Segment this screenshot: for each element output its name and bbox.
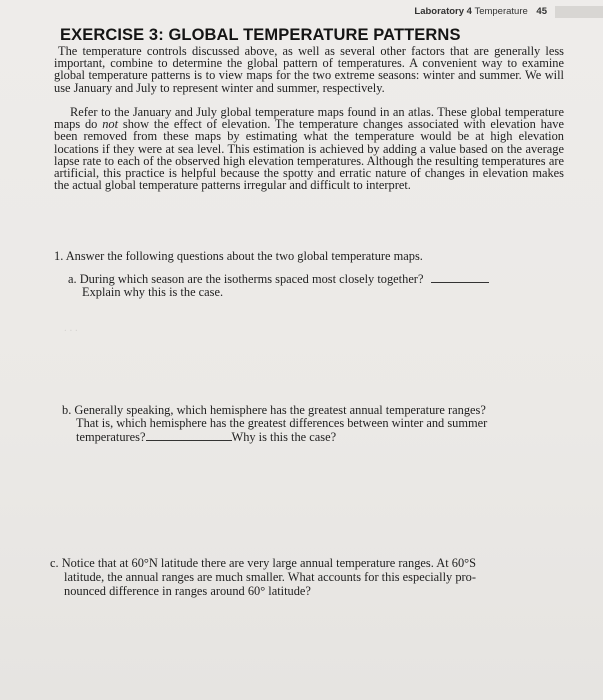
paragraph-2-a: Refer to the January and July global temperature maps found in an atlas. These global temperature maps do (54, 105, 564, 132)
question-1b-line3 (62, 430, 574, 444)
question-1a-line1: a. During which season are the isotherms spaced most closely together? (68, 272, 424, 286)
question-1b-line3a: temperatures? (76, 430, 146, 444)
question-1c (50, 556, 578, 598)
header-lab: Laboratory 4 (414, 6, 472, 17)
header-topic: Temperature (474, 6, 528, 17)
question-1b-line3b: Why is this the case? (231, 430, 337, 444)
question-1b (62, 404, 574, 444)
paragraph-2-b: show the effect of elevation. The temperature changes associated with elevation have been removed from these maps by estimating what the temperature would be at high elevation locations if they were at sea level. This estimation is achieved by adding a value based on the average lapse rate to each of the observed high elevation temperatures. Although the resulting temperatures are artificial, this practice is helpful because the spotty and erratic nature of changes in elevation makes the actual global temperature patterns irregular and difficult to interpret. (54, 117, 564, 193)
exercise-title: EXERCISE 3: GLOBAL TEMPERATURE PATTERNS (60, 26, 461, 44)
question-1c-line3: nounced difference in ranges around 60° latitude? (64, 584, 311, 598)
page-tab-marker (555, 6, 603, 18)
question-1b-line2: That is, which hemisphere has the greatest differences between winter and summer (76, 416, 488, 430)
answer-blank-1a[interactable] (431, 272, 489, 283)
question-1a-line2: Explain why this is the case. (82, 285, 224, 299)
question-1: 1. Answer the following questions about the two global temperature maps. (54, 249, 423, 263)
answer-blank-1b[interactable] (146, 430, 232, 441)
question-1a (68, 272, 568, 299)
paragraph-2-emphasis: not (102, 117, 119, 132)
page-number: 45 (536, 6, 547, 17)
question-1b-line1: b. Generally speaking, which hemisphere has the greatest annual temperature ranges? (62, 403, 486, 417)
running-header (414, 6, 547, 17)
paragraph-1: The temperature controls discussed above, as well as several other factors that are generally less important, combine to determine the global pattern of temperatures. A convenient way to examine global temperature patterns is to view maps for the two extreme seasons: winter and summer. We will use January and July to represent winter and summer, respectively. (54, 44, 564, 95)
paragraph-2 (54, 106, 564, 191)
question-1c-line2: latitude, the annual ranges are much smaller. What accounts for this especially pro- (64, 570, 476, 584)
show-through-text: . . . (64, 322, 78, 334)
question-1c-line1: c. Notice that at 60°N latitude there are very large annual temperature ranges. At 60°S (50, 556, 476, 570)
